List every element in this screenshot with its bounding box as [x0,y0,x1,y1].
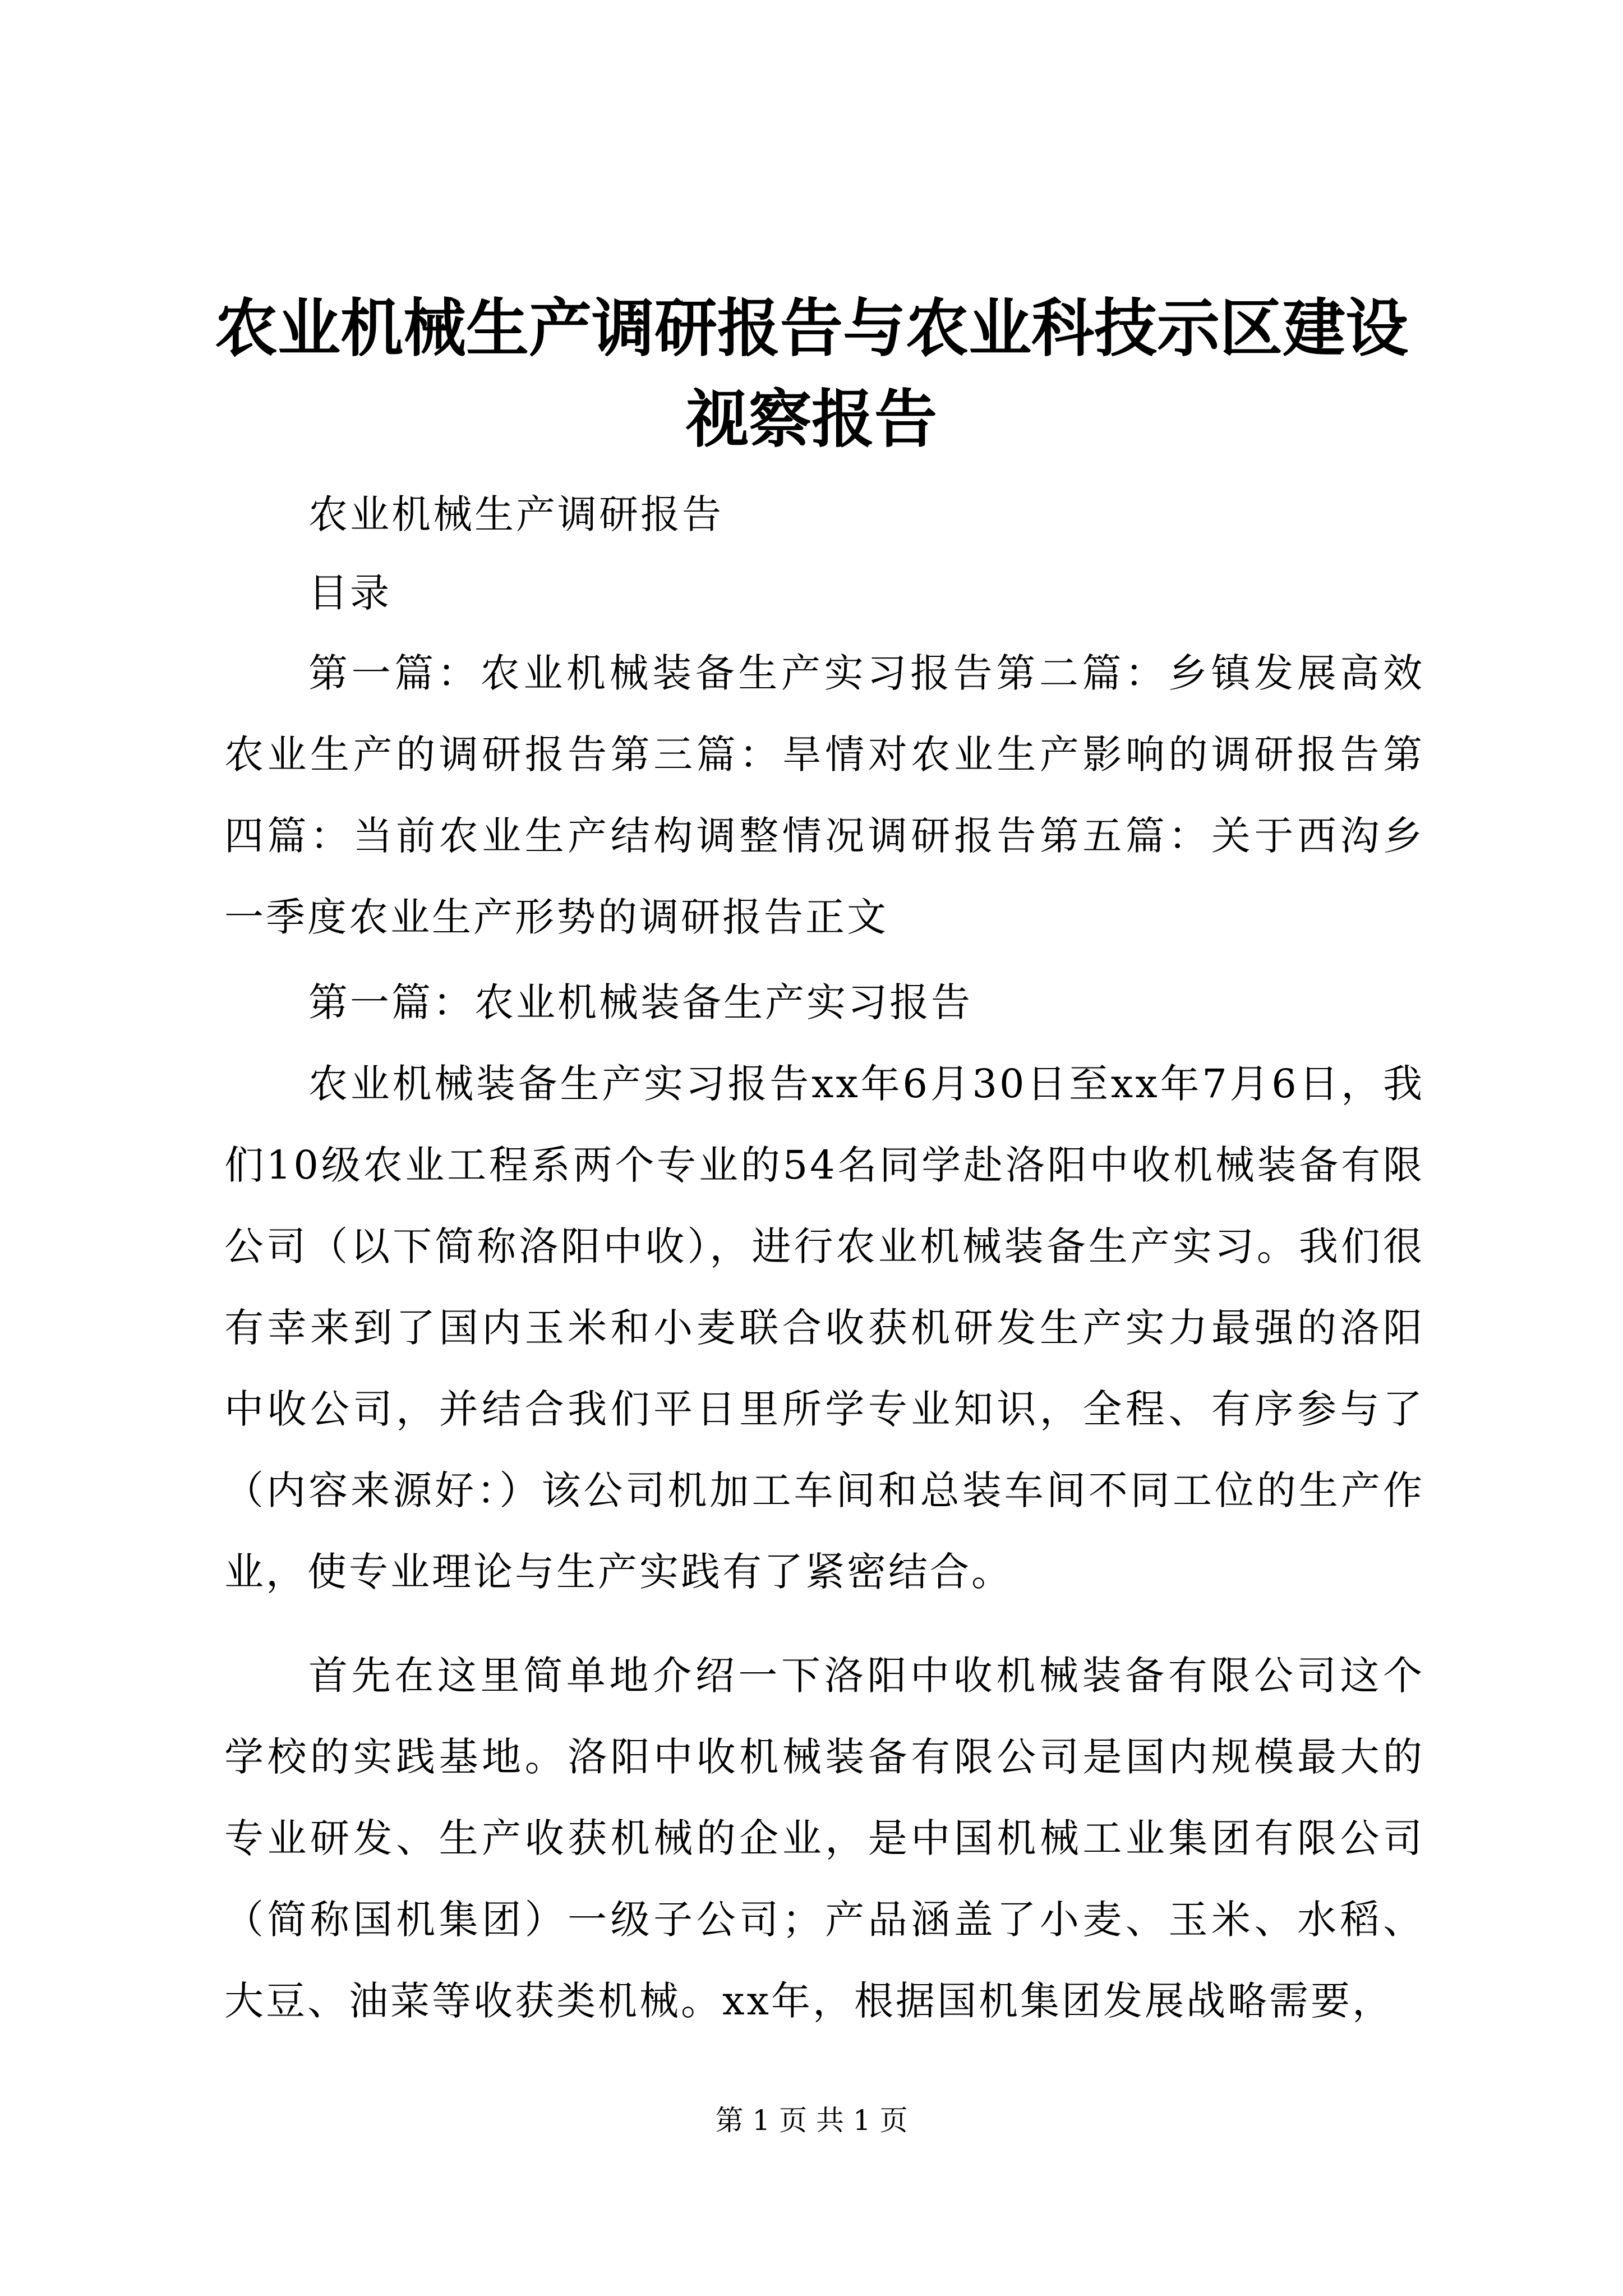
toc-heading: 目录 [308,570,391,616]
document-title: 农业机械生产调研报告与农业科技示区建设视察报告 [215,292,1408,456]
body-paragraph-1: 农业机械装备生产实习报告xx年6月30日至xx年7月6日，我们10级农业工程系两个专业的54名同学赴洛阳中收机械装备有限公司（以下简称洛阳中收），进行农业机械装备生产实习。我们很有幸来到了国内玉米和小麦联合收获机研发生产实力最强的洛阳中收公司，并结合我们平日里所学专业知识，全程、有序参与了（内容来源好：）该公司机加工车间和总装车间不同工位的生产作业，使专业理论与生产实践有了紧密结合。 [224,1061,1424,1595]
report-subtitle: 农业机械生产调研报告 [308,491,723,537]
toc-paragraph: 第一篇：农业机械装备生产实习报告第二篇：乡镇发展高效农业生产的调研报告第三篇：旱情对农业生产影响的调研报告第四篇：当前农业生产结构调整情况调研报告第五篇：关于西沟乡一季度农业生产形势的调研报告正文 [224,650,1424,940]
body-paragraph-2: 首先在这里简单地介绍一下洛阳中收机械装备有限公司这个学校的实践基地。洛阳中收机械装备有限公司是国内规模最大的专业研发、生产收获机械的企业，是中国机械工业集团有限公司（简称国机集团）一级子公司；产品涵盖了小麦、玉米、水稻、大豆、油菜等收获类机械。xx年，根据国机集团发展战略需要， [224,1653,1424,2024]
page-footer: 第 1 页 共 1 页 [715,2104,908,2137]
section-heading: 第一篇：农业机械装备生产实习报告 [308,979,972,1025]
